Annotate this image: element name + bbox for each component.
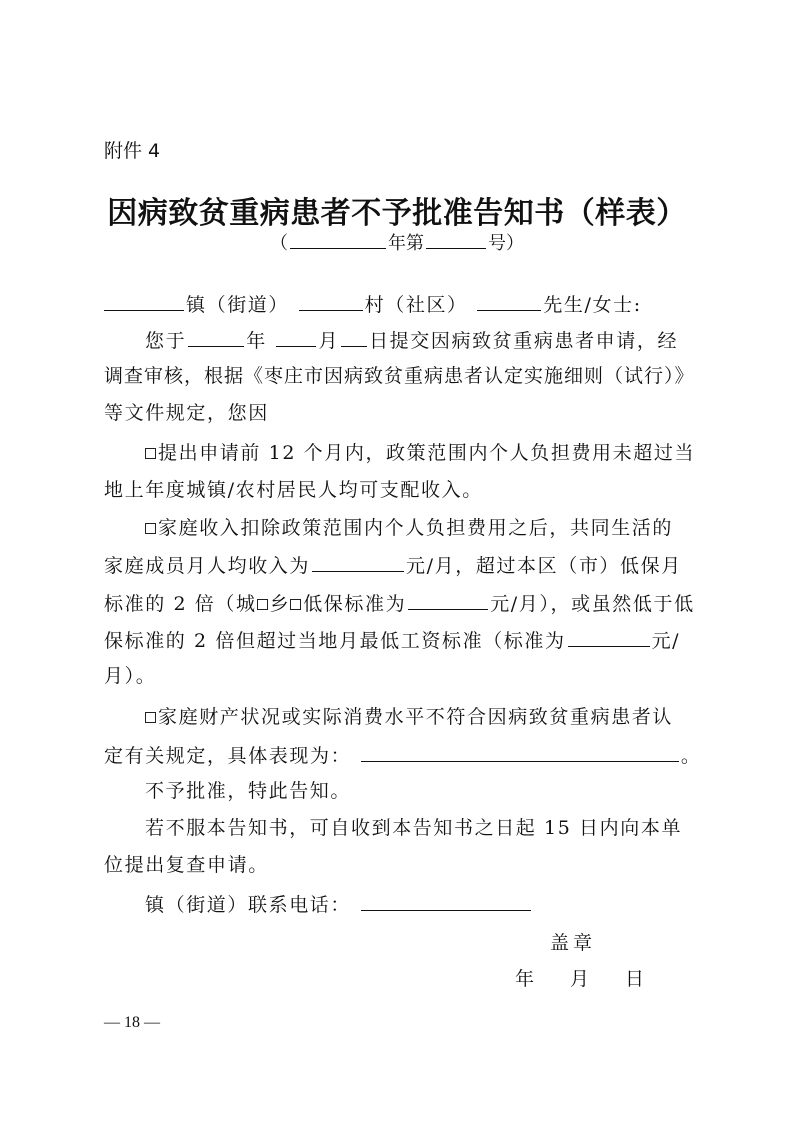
conclusion: 不予批准，特此告知。: [145, 780, 352, 802]
para1-line2: 调查审核，根据《枣庄市因病致贫重病患者认定实施细则（试行）》: [104, 365, 695, 387]
phone-blank[interactable]: [361, 890, 531, 911]
rural-checkbox[interactable]: [290, 599, 301, 610]
para1-line1: [145, 326, 678, 354]
text: 。: [680, 745, 702, 767]
apply-year-blank[interactable]: [188, 326, 244, 347]
appeal-line1: 若不服本告知书，可自收到本告知书之日起 15 日内向本单: [145, 817, 683, 839]
salutation: 先生/女士:: [543, 294, 642, 316]
year-blank[interactable]: [290, 228, 386, 249]
apply-month-blank[interactable]: [276, 326, 316, 347]
date-month: 月: [570, 968, 590, 990]
text: 月: [318, 330, 340, 352]
option2-line2: [104, 551, 682, 579]
text: 日提交因病致贫重病患者申请，经: [369, 330, 679, 352]
text: 家庭收入扣除政策范围内个人负担费用之后，共同生活的: [158, 517, 674, 539]
subsidy-standard-blank[interactable]: [408, 589, 488, 610]
text: 标准的 2 倍（城: [104, 593, 257, 615]
date-day: 日: [625, 968, 645, 990]
doc-number-open: （: [270, 233, 288, 254]
option2-line3: [104, 589, 695, 617]
date-year: 年: [515, 968, 535, 990]
text: 家庭财产状况或实际消费水平不符合因病致贫重病患者认: [158, 706, 674, 728]
apply-day-blank[interactable]: [341, 326, 367, 347]
option3-line1: [145, 704, 673, 730]
option1-line1: [145, 440, 695, 466]
option1-checkbox[interactable]: [145, 448, 156, 459]
income-blank[interactable]: [312, 551, 404, 572]
option2-line1: [145, 515, 673, 541]
doc-number-year: 年第: [388, 233, 424, 254]
date-line: [515, 964, 680, 991]
name-blank[interactable]: [477, 290, 541, 311]
document-number: [0, 228, 794, 255]
village-label: 村（社区）: [364, 294, 468, 316]
urban-checkbox[interactable]: [257, 599, 268, 610]
doc-number-suffix: 号）: [488, 233, 524, 254]
text: 保标准的 2 倍但超过当地月最低工资标准（标准为: [104, 630, 566, 652]
text: 年: [246, 330, 267, 352]
village-blank[interactable]: [299, 290, 363, 311]
contact-label: 镇（街道）联系电话：: [145, 894, 352, 916]
option2-checkbox[interactable]: [145, 523, 156, 534]
para1-line3: 等文件规定，您因: [104, 402, 269, 424]
option2-line5: 月）。: [104, 665, 157, 687]
town-label: 镇（街道）: [186, 294, 290, 316]
min-wage-blank[interactable]: [568, 626, 650, 647]
appeal-line2: 位提出复查申请。: [104, 854, 269, 876]
text: 家庭成员月人均收入为: [104, 555, 311, 577]
page-number: — 18 —: [104, 1014, 160, 1031]
text: 元/: [651, 630, 681, 652]
text: 定有关规定，具体表现为：: [104, 745, 352, 767]
contact-line: [145, 890, 533, 918]
text: 您于: [145, 330, 187, 352]
number-blank[interactable]: [426, 228, 486, 249]
text: 乡: [269, 593, 291, 615]
details-blank[interactable]: [361, 741, 679, 762]
address-line: [104, 290, 642, 318]
option3-checkbox[interactable]: [145, 712, 156, 723]
town-blank[interactable]: [104, 290, 184, 311]
text: 低保标准为: [303, 593, 407, 615]
option2-line4: [104, 626, 680, 654]
document-title: 因病致贫重病患者不予批准告知书（样表）: [107, 196, 687, 231]
text: 元/月），或虽然低于低: [490, 593, 695, 615]
option3-line2: [104, 741, 701, 769]
text: 提出申请前 12 个月内，政策范围内个人负担费用未超过当: [158, 442, 696, 464]
attachment-label: 附件 4: [104, 140, 161, 162]
seal-label: 盖章: [550, 932, 597, 954]
option1-line2: 地上年度城镇/农村居民人均可支配收入。: [104, 479, 483, 501]
text: 元/月，超过本区（市）低保月: [406, 555, 682, 577]
